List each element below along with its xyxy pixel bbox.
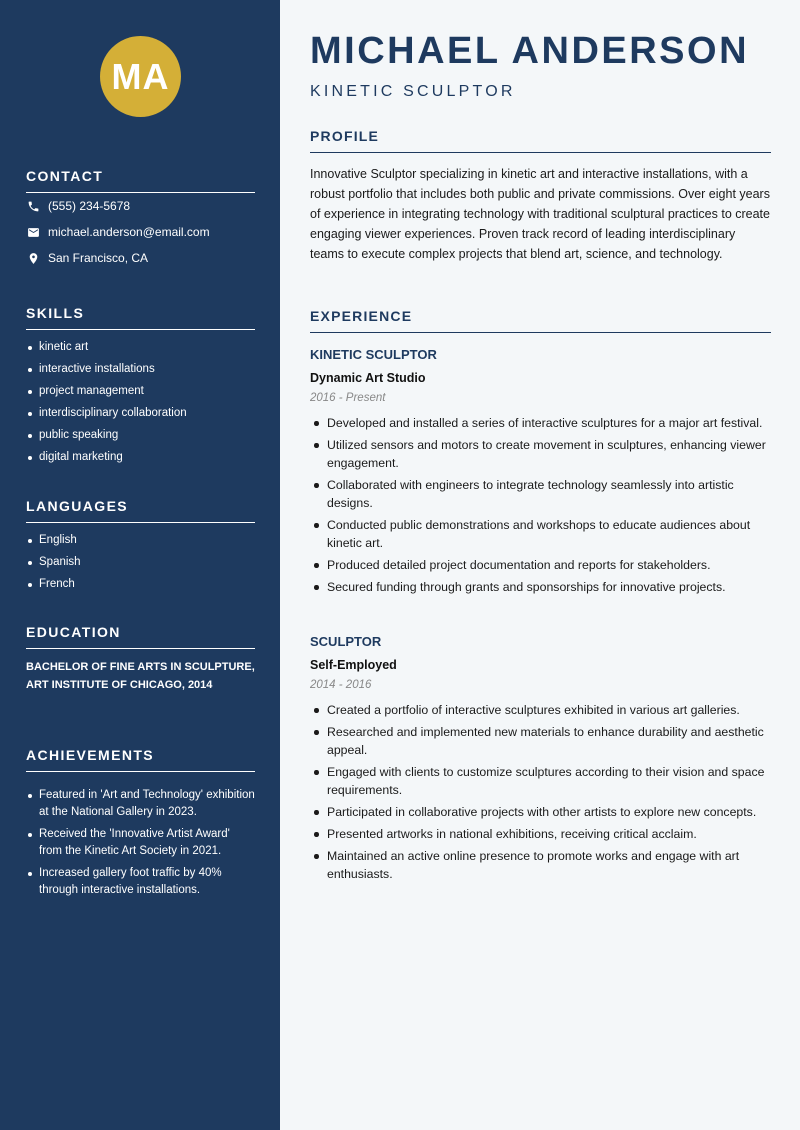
achievement-item: Featured in 'Art and Technology' exhibition at the National Gallery in 2023.: [26, 787, 255, 821]
profile-text: Innovative Sculptor specializing in kinetic art and interactive installations, with a robust portfolio that includes both public and private commissions. Over eight years of experience in integrating technology with traditional sculptural practices to create engaging viewer experiences. Proven track record of leading interdisciplinary teams to execute complex projects that blend art, science, and technology.: [310, 167, 770, 261]
language-item: English: [26, 532, 255, 549]
email-icon: [26, 225, 40, 239]
skill-item: interactive installations: [26, 361, 255, 378]
job-bullet: Conducted public demonstrations and workshops to educate audiences about kinetic art.: [310, 516, 771, 552]
skills-heading: SKILLS: [26, 305, 255, 330]
candidate-title: KINETIC SCULPTOR: [310, 83, 516, 100]
experience-heading: EXPERIENCE: [310, 308, 771, 333]
achievement-item: Increased gallery foot traffic by 40% through interactive installations.: [26, 865, 255, 899]
profile-heading: PROFILE: [310, 128, 771, 153]
email-text: michael.anderson@email.com: [48, 225, 210, 239]
job-bullet: Developed and installed a series of interactive sculptures for a major art festival.: [310, 414, 771, 432]
education-degree: BACHELOR OF FINE ARTS IN SCULPTURE, ART INSTITUTE OF CHICAGO, 2014: [26, 661, 255, 691]
job-role: KINETIC SCULPTOR: [310, 347, 437, 362]
job-role: SCULPTOR: [310, 634, 382, 649]
contact-location: [26, 245, 255, 271]
job-dates: 2016 - Present: [310, 392, 386, 404]
avatar: MA: [100, 36, 181, 117]
language-item: Spanish: [26, 554, 255, 571]
achievements-section: [26, 747, 255, 904]
languages-heading: LANGUAGES: [26, 498, 255, 523]
achievements-heading: ACHIEVEMENTS: [26, 747, 255, 772]
job-bullet: Produced detailed project documentation and reports for stakeholders.: [310, 556, 771, 574]
job-bullet: Engaged with clients to customize sculptures according to their vision and space requirements.: [310, 763, 771, 799]
contact-section: [26, 168, 255, 271]
location-pin-icon: [26, 251, 40, 265]
contact-phone: [26, 193, 255, 219]
job-dates: 2014 - 2016: [310, 679, 372, 691]
languages-list: [26, 532, 255, 593]
education-section: [26, 624, 255, 694]
achievements-list: [26, 787, 255, 899]
job-bullet: Researched and implemented new materials to enhance durability and aesthetic appeal.: [310, 723, 771, 759]
contact-heading: CONTACT: [26, 168, 255, 193]
skill-item: project management: [26, 383, 255, 400]
experience-section: [310, 308, 771, 333]
phone-icon: [26, 199, 40, 213]
job-bullets: [310, 701, 771, 883]
education-heading: EDUCATION: [26, 624, 255, 649]
job-company: Self-Employed: [310, 658, 397, 672]
job-bullet: Secured funding through grants and sponsorships for innovative projects.: [310, 578, 771, 596]
job-bullet: Utilized sensors and motors to create movement in sculptures, enhancing viewer engagement.: [310, 436, 771, 472]
sidebar: [0, 0, 280, 1130]
job-bullet: Presented artworks in national exhibitions, receiving critical acclaim.: [310, 825, 771, 843]
skill-item: digital marketing: [26, 449, 255, 466]
skill-item: interdisciplinary collaboration: [26, 405, 255, 422]
skills-section: [26, 305, 255, 471]
job-bullets: [310, 414, 771, 596]
job-bullet: Participated in collaborative projects with other artists to explore new concepts.: [310, 803, 771, 821]
skill-item: kinetic art: [26, 339, 255, 356]
achievement-item: Received the 'Innovative Artist Award' from the Kinetic Art Society in 2021.: [26, 826, 255, 860]
language-item: French: [26, 576, 255, 593]
experience-entry: [310, 346, 771, 600]
job-company: Dynamic Art Studio: [310, 371, 426, 385]
job-bullet: Created a portfolio of interactive sculptures exhibited in various art galleries.: [310, 701, 771, 719]
location-text: San Francisco, CA: [48, 251, 149, 265]
languages-section: [26, 498, 255, 598]
contact-email: [26, 219, 255, 245]
skill-item: public speaking: [26, 427, 255, 444]
skills-list: [26, 339, 255, 466]
phone-text: (555) 234-5678: [48, 199, 131, 213]
candidate-name: MICHAEL ANDERSON: [310, 30, 750, 72]
experience-entry: [310, 633, 771, 887]
job-bullet: Maintained an active online presence to promote works and engage with art enthusiasts.: [310, 847, 771, 883]
job-bullet: Collaborated with engineers to integrate technology seamlessly into artistic designs.: [310, 476, 771, 512]
profile-section: [310, 128, 771, 264]
